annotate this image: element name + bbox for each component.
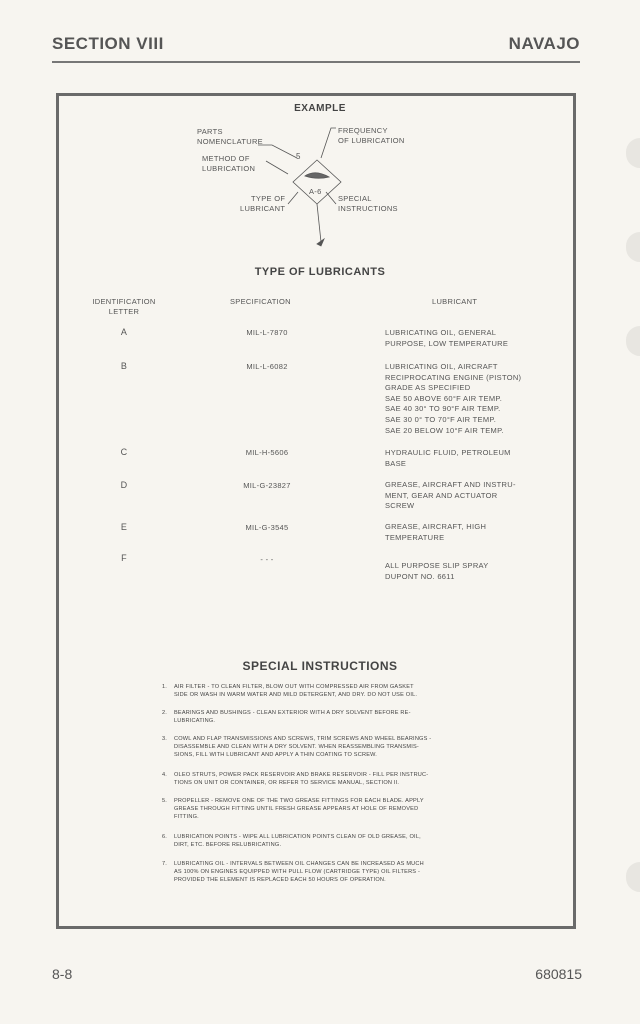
lubricant-header: LUBRICANT (432, 297, 478, 306)
section-heading: SECTION VIII (52, 34, 164, 53)
row-letter: C (120, 447, 128, 457)
lubricants-title: TYPE OF LUBRICANTS (254, 266, 386, 278)
row-spec: - - - (260, 555, 274, 564)
instruction-text: OLEO STRUTS, POWER PACK RESERVOIR AND BRAKE RESERVOIR - FILL PER INSTRUC- TIONS ON UNIT OR CONTAINER, OR REFER TO SERVICE MANUAL, SECTION II. (174, 772, 429, 786)
example-diagram (180, 118, 440, 248)
instruction-item (162, 860, 502, 885)
special-instructions-label: SPECIAL INSTRUCTIONS (338, 194, 398, 213)
instruction-number: 4. (162, 772, 168, 778)
type-of-lubricant-label: TYPE OF LUBRICANT (240, 194, 286, 213)
row-spec: MIL-L-7870 (246, 328, 288, 337)
row-letter: A (120, 327, 128, 337)
instruction-number: 6. (162, 834, 168, 840)
row-spec: MIL-L-6082 (246, 362, 288, 371)
row-letter: F (121, 553, 127, 563)
method-label: METHOD OF LUBRICATION (202, 154, 256, 173)
instruction-item (162, 797, 502, 822)
instruction-text: BEARINGS AND BUSHINGS - CLEAN EXTERIOR WITH A DRY SOLVENT BEFORE RE- LUBRICATING. (174, 710, 411, 724)
example-title: EXAMPLE (294, 103, 346, 114)
header-rule (52, 61, 580, 63)
instruction-item (162, 709, 502, 726)
aircraft-heading: NAVAJO (508, 34, 580, 53)
row-lubricant: GREASE, AIRCRAFT AND INSTRU- MENT, GEAR AND ACTUATOR SCREW (385, 480, 516, 511)
row-spec: MIL-H-5606 (245, 448, 289, 457)
instruction-item (162, 833, 502, 850)
instruction-number: 7. (162, 861, 168, 867)
lubricant-code: A-6 (309, 187, 322, 196)
frequency-number: 5 (296, 152, 301, 161)
instruction-text: LUBRICATING OIL - INTERVALS BETWEEN OIL CHANGES CAN BE INCREASED AS MUCH AS 100% ON ENGINES EQUIPPED WITH PULL FLOW (CARTRIDGE TYPE) OIL FILTERS - PROVIDED THE ELEMENT IS REPLACED EACH 50 HOURS OF OPERATION. (174, 861, 424, 883)
instruction-text: AIR FILTER - TO CLEAN FILTER, BLOW OUT WITH COMPRESSED AIR FROM GASKET SIDE OR WASH IN WARM WATER AND MILD DETERGENT, AND DRY. DO NOT USE OIL. (174, 684, 418, 698)
identification-letter-header: IDENTIFICATION LETTER (92, 297, 156, 316)
row-lubricant: LUBRICATING OIL, AIRCRAFT RECIPROCATING ENGINE (PISTON) GRADE AS SPECIFIED SAE 50 ABOVE 60°F AIR TEMP. SAE 40 30° TO 90°F AIR TEMP. SAE 30 0° TO 70°F AIR TEMP. SAE 20 BELOW 10°F AIR TEMP. (385, 362, 522, 435)
instruction-text: COWL AND FLAP TRANSMISSIONS AND SCREWS, TRIM SCREWS AND WHEEL BEARINGS - DISASSEMBLE AND CLEAN WITH A DRY SOLVENT. WHEN REASSEMBLING TRANSMIS- SIONS, FILL WITH LUBRICANT AND APPLY A THIN COATING TO SCREW. (174, 736, 432, 758)
row-lubricant: ALL PURPOSE SLIP SPRAY DUPONT NO. 6611 (385, 561, 489, 581)
frequency-label: FREQUENCY OF LUBRICATION (338, 126, 405, 145)
binder-hole-tab (626, 232, 640, 262)
instruction-number: 2. (162, 710, 168, 716)
instruction-number: 5. (162, 798, 168, 804)
row-spec: MIL-G-3545 (245, 523, 289, 532)
special-instructions-title: SPECIAL INSTRUCTIONS (242, 659, 398, 673)
row-lubricant: HYDRAULIC FLUID, PETROLEUM BASE (385, 448, 511, 468)
row-lubricant: GREASE, AIRCRAFT, HIGH TEMPERATURE (385, 522, 487, 542)
instruction-number: 3. (162, 736, 168, 742)
row-spec: MIL-G-23827 (243, 481, 291, 490)
row-letter: D (120, 480, 128, 490)
instruction-item (162, 735, 502, 760)
row-letter: B (120, 361, 128, 371)
row-lubricant: LUBRICATING OIL, GENERAL PURPOSE, LOW TEMPERATURE (385, 328, 509, 348)
binder-hole-tab (626, 862, 640, 892)
instruction-item (162, 771, 502, 788)
instruction-item (162, 683, 502, 700)
binder-hole-tab (626, 326, 640, 356)
page-number: 8-8 (52, 966, 73, 982)
specification-header: SPECIFICATION (230, 297, 291, 306)
revision-code: 680815 (535, 966, 582, 982)
parts-nomenclature-label: PARTS NOMENCLATURE (197, 127, 263, 146)
instruction-text: LUBRICATION POINTS - WIPE ALL LUBRICATION POINTS CLEAN OF OLD GREASE, OIL, DIRT, ETC. BEFORE RELUBRICATING. (174, 834, 421, 848)
row-letter: E (120, 522, 128, 532)
instruction-text: PROPELLER - REMOVE ONE OF THE TWO GREASE FITTINGS FOR EACH BLADE. APPLY GREASE THROUGH FITTING UNTIL FRESH GREASE APPEARS AT HOLE OF REMOVED FITTING. (174, 798, 424, 820)
instruction-number: 1. (162, 684, 168, 690)
binder-hole-tab (626, 138, 640, 168)
